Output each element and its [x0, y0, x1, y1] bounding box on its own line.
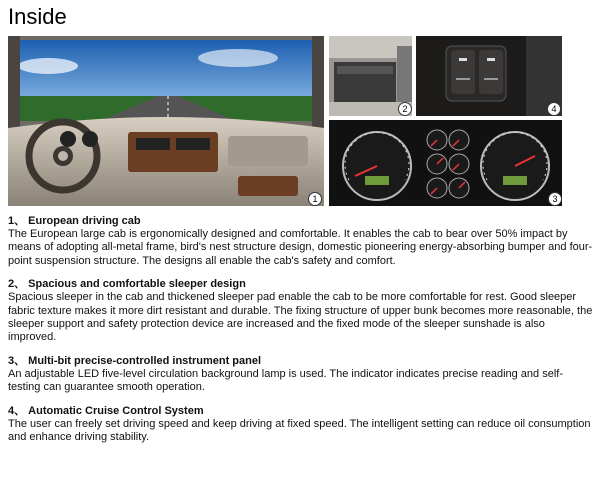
- control-switches-photo: [416, 36, 562, 116]
- section-heading: 3、 Multi-bit precise-controlled instrument panel: [8, 354, 262, 367]
- photo-badge: 4: [547, 102, 561, 116]
- page-title: Inside: [8, 4, 67, 29]
- feature-sections: [8, 215, 594, 454]
- section-european-driving-cab: [8, 215, 594, 268]
- photo-badge: 3: [548, 192, 562, 206]
- section-text: The user can freely set driving speed and keep driving at fixed speed. The intelligent setting can reduce oil consumption and enhance driving stability.: [8, 417, 591, 444]
- section-cruise-control: [8, 405, 594, 445]
- sleeper-bunk-photo: [329, 36, 412, 116]
- section-heading: 4、 Automatic Cruise Control System: [8, 404, 204, 417]
- section-text: The European large cab is ergonomically designed and comfortable. It enables the cab to bear over 50% impact by means of adopting all-metal frame, bird's nest structure design, domestic pioneering energy-absorbing bumper and four-point suspension structure. The designs all enable the cab's safety and comfort.: [8, 228, 593, 267]
- photo-badge: 1: [308, 192, 322, 206]
- section-heading: 2、 Spacious and comfortable sleeper design: [8, 278, 246, 291]
- section-sleeper-design: [8, 278, 594, 345]
- section-heading: 1、 European driving cab: [8, 215, 141, 227]
- section-text: Spacious sleeper in the cab and thickened sleeper pad enable the cab to be more comfortable for rest. Good sleeper fabric texture makes it more dirt resistant and durable. The fixing structure of upper bunk becomes more reasonable, the sleeper support and safety protection device are increased and the fixed mode of the sleeper sunshade is also improved.: [8, 291, 593, 344]
- dashboard-cab-photo: [8, 36, 324, 206]
- section-instrument-panel: [8, 355, 594, 395]
- section-text: An adjustable LED five-level circulation background lamp is used. The indicator indicates precise reading and self-testing can guarantee smooth operation.: [8, 367, 563, 394]
- photo-badge: 2: [398, 102, 412, 116]
- instrument-panel-photo: [329, 120, 562, 206]
